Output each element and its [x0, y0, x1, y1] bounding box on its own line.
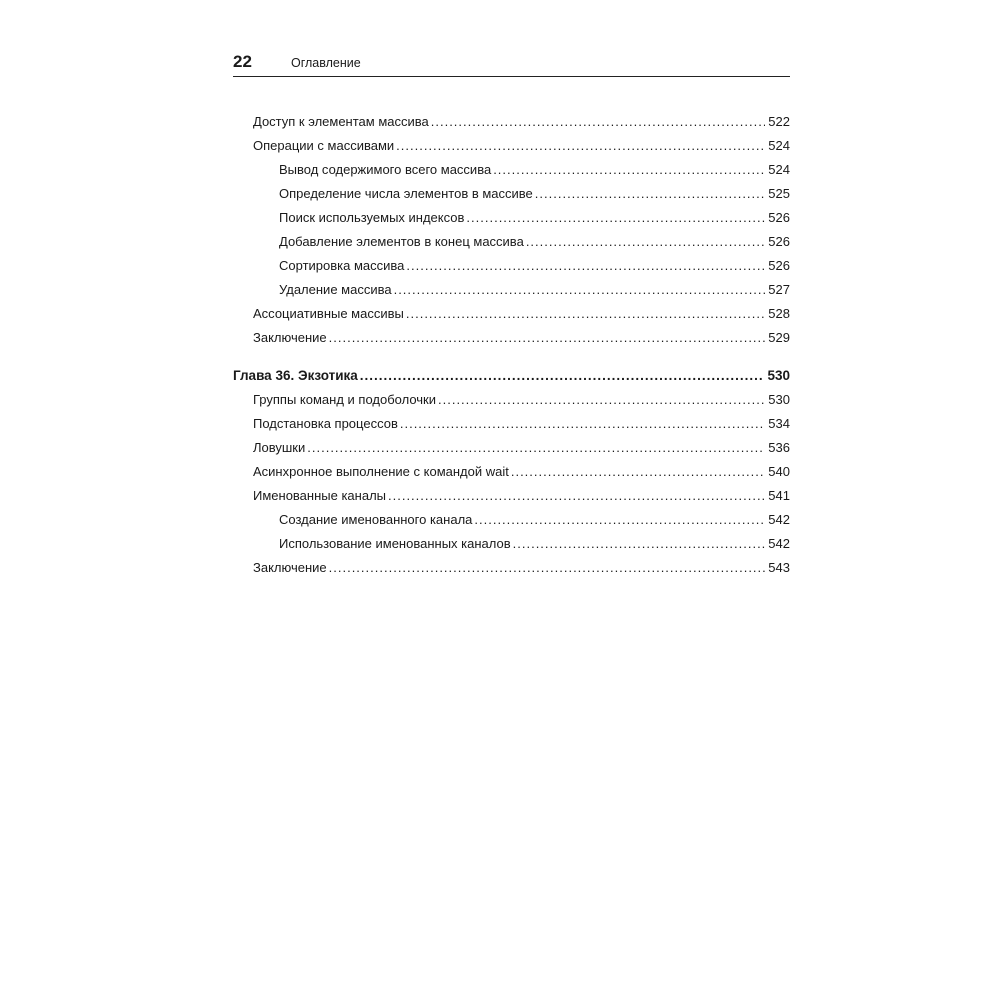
- toc-entry: [253, 460, 790, 484]
- toc-entry-page: 534: [768, 416, 790, 431]
- toc-entry-page: 543: [768, 560, 790, 575]
- toc-entry-page: 525: [768, 186, 790, 201]
- toc-entry-title: Добавление элементов в конец массива: [279, 234, 524, 249]
- toc-subentry: [279, 158, 790, 182]
- toc-entry-page: 522: [768, 114, 790, 129]
- toc-dot-leader: [466, 206, 765, 230]
- toc-dot-leader: [329, 326, 766, 350]
- toc-entry-page: 526: [768, 210, 790, 225]
- toc-entry-page: 540: [768, 464, 790, 479]
- toc-entry-title: Асинхронное выполнение с командой wait: [253, 464, 509, 479]
- toc-dot-leader: [329, 556, 766, 580]
- toc-dot-leader: [493, 158, 765, 182]
- toc-entry-title: Заключение: [253, 330, 327, 345]
- toc-subentry: [279, 230, 790, 254]
- toc-entry-title: Определение числа элементов в массиве: [279, 186, 533, 201]
- toc-entry: [253, 556, 790, 580]
- toc-entry-page: 542: [768, 512, 790, 527]
- toc-subentry: [279, 254, 790, 278]
- toc-entry-title: Именованные каналы: [253, 488, 386, 503]
- toc-dot-leader: [360, 364, 765, 388]
- toc-chapter-page: 530: [767, 368, 790, 383]
- toc-dot-leader: [438, 388, 765, 412]
- toc-dot-leader: [474, 508, 765, 532]
- toc-entry: [253, 388, 790, 412]
- toc-entry-title: Доступ к элементам массива: [253, 114, 429, 129]
- page-number: 22: [233, 52, 252, 71]
- toc-entry-page: 527: [768, 282, 790, 297]
- toc-dot-leader: [526, 230, 765, 254]
- toc-entry-page: 541: [768, 488, 790, 503]
- toc-entry-title: Операции с массивами: [253, 138, 395, 153]
- toc-dot-leader: [396, 134, 765, 158]
- toc-entry-title: Ассоциативные массивы: [253, 306, 404, 321]
- toc-dot-leader: [394, 278, 766, 302]
- page-header: [233, 52, 790, 77]
- toc-entry: [253, 326, 790, 350]
- toc-entry: [253, 412, 790, 436]
- toc-entry-title: Подстановка процессов: [253, 416, 398, 431]
- toc-dot-leader: [406, 302, 765, 326]
- toc-entry-title: Создание именованного канала: [279, 512, 473, 527]
- toc-dot-leader: [406, 254, 765, 278]
- toc-dot-leader: [400, 412, 765, 436]
- toc-dot-leader: [307, 436, 765, 460]
- toc-entry-page: 524: [768, 138, 790, 153]
- toc-dot-leader: [431, 110, 766, 134]
- toc-entry: [253, 110, 790, 134]
- toc-dot-leader: [513, 532, 766, 556]
- toc-entry: [253, 302, 790, 326]
- toc-entry-page: 529: [768, 330, 790, 345]
- toc-dot-leader: [511, 460, 765, 484]
- toc-subentry: [279, 182, 790, 206]
- toc-dot-leader: [388, 484, 765, 508]
- toc-entry: [253, 134, 790, 158]
- toc-dot-leader: [535, 182, 766, 206]
- toc-entry: [253, 436, 790, 460]
- toc-entry-title: Ловушки: [253, 440, 306, 455]
- toc-entry-title: Использование именованных каналов: [279, 536, 511, 551]
- toc-entry-title: Группы команд и подоболочки: [253, 392, 436, 407]
- running-title: Оглавление: [291, 56, 361, 70]
- toc-entry-title: Вывод содержимого всего массива: [279, 162, 492, 177]
- toc-entry-page: 542: [768, 536, 790, 551]
- toc-chapter-title: Глава 36. Экзотика: [233, 368, 358, 383]
- toc-chapter-heading: [233, 364, 790, 388]
- toc-entry: [253, 484, 790, 508]
- toc-entry-page: 528: [768, 306, 790, 321]
- toc-subentry: [279, 278, 790, 302]
- toc-subentry: [279, 532, 790, 556]
- toc-entry-page: 526: [768, 234, 790, 249]
- toc-entry-page: 536: [768, 440, 790, 455]
- toc-entry-title: Поиск используемых индексов: [279, 210, 465, 225]
- toc-entry-page: 530: [768, 392, 790, 407]
- toc-subentry: [279, 206, 790, 230]
- toc-entry-title: Сортировка массива: [279, 258, 405, 273]
- toc-entry-title: Удаление массива: [279, 282, 392, 297]
- toc-entry-page: 526: [768, 258, 790, 273]
- toc-subentry: [279, 508, 790, 532]
- toc-entry-page: 524: [768, 162, 790, 177]
- toc-entry-title: Заключение: [253, 560, 327, 575]
